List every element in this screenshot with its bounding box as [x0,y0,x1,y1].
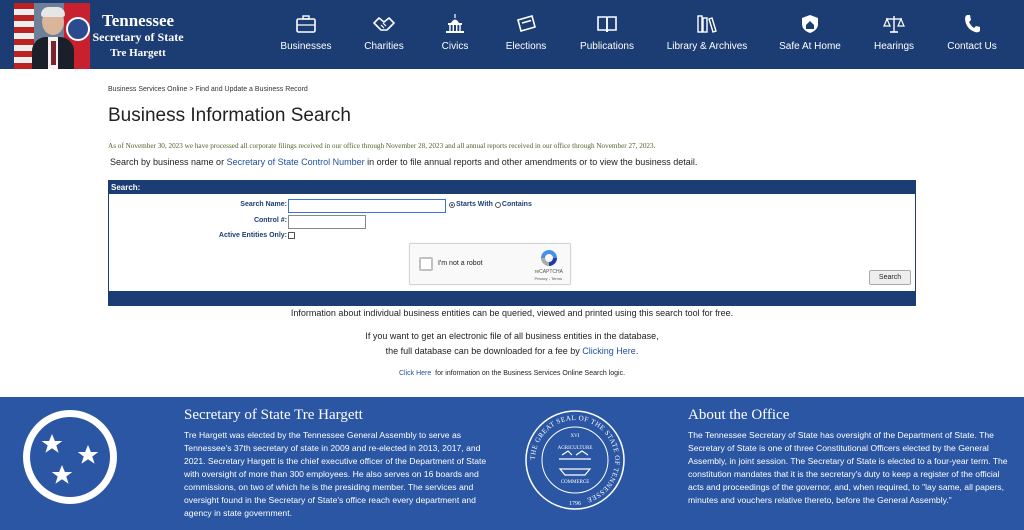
phone-icon [961,14,983,34]
recaptcha-label: I'm not a robot [438,260,483,267]
seal-agriculture: AGRICULTURE [557,446,593,451]
briefcase-icon [295,14,317,34]
database-download-text: the full database can be downloaded for a fee by [385,346,583,356]
intro-text-start: Search by business name or [110,157,227,167]
search-logic-text: for information on the Business Services Online Search logic. [431,370,626,377]
nav-label: Publications [580,41,634,52]
search-panel-header: Search: [109,181,915,194]
nav-label: Library & Archives [666,41,748,52]
recaptcha-terms-link[interactable]: Privacy - Terms [534,276,562,281]
database-download-link[interactable]: Clicking Here [582,346,636,356]
nav-publications[interactable] [578,14,636,52]
recaptcha-logo-icon [540,249,558,267]
nav-label: Hearings [873,41,915,52]
seal-commerce: COMMERCE [560,480,590,485]
secretary-bio-text: Tre Hargett was elected by the Tennessee General Assembly to serve as Tennessee's 37th secretary of state in 2009 and re-elected in 2013, 2017, and 2021. Secretary Hargett is the chief executive officer of the Department of State with oversight of more than 300 employees. He also serves on 16 boards and commissions, on two of which he is the presiding member. The services and oversight found in the Secretary of State's office reach every department and agency in state government. [184,430,487,518]
recaptcha-widget [409,243,571,285]
control-number-input[interactable] [288,215,366,229]
nav-library-archives[interactable] [664,14,750,52]
tennessee-tristar-logo-icon [20,407,120,507]
database-info-line: If you want to get an electronic file of all business entities in the database, [365,331,659,341]
search-panel [108,180,916,306]
brand-state: Tennessee [101,11,175,30]
seal-ring-text: THE GREAT SEAL OF THE STATE OF TENNESSEE [528,413,622,505]
active-entities-label: Active Entities Only: [218,232,287,239]
free-search-info: Information about individual business entities can be queried, viewed and printed using this search tool for free. [290,308,734,318]
contains-radio[interactable] [495,202,501,208]
nav-hearings[interactable] [870,14,918,52]
ballot-icon [515,14,537,34]
secretary-bio-title: Secretary of State Tre Hargett [184,407,363,423]
control-number-label: Control #: [253,217,287,224]
about-office [688,407,1014,507]
page-title: Business Information Search [108,105,351,126]
nav-label: Civics [441,41,469,52]
scales-icon [883,14,905,34]
nav-civics[interactable] [436,14,474,52]
seal-year: 1796 [569,501,581,507]
nav-contact-us[interactable] [944,14,1000,52]
control-number-link[interactable]: Secretary of State Control Number [226,157,365,167]
nav-elections[interactable] [502,14,550,52]
site-header [0,0,1024,69]
database-download-period: . [635,346,639,356]
secretary-bio [184,407,502,520]
capitol-icon [444,14,466,34]
site-brand[interactable] [92,12,184,62]
site-footer [0,397,1024,530]
about-office-text: The Tennessee Secretary of State has oversight of the Department of State. The Secretary of State is one of three Constitutional Officers elected by the General Assembly, in joint session. The Secretary of State is elected to a four-year term. The constitution mandates that it is the secretary's duty to keep a register of the official acts and proceedings of the governor, and, when required, to "lay same, all papers, minutes and vouchers relative thereto, before the General Assembly." [688,430,1008,505]
nav-label: Elections [505,41,547,52]
library-books-icon [696,14,718,34]
nav-label: Charities [364,41,404,52]
brand-office: Secretary of State [92,30,184,44]
contains-label: Contains [501,201,532,208]
active-entities-checkbox[interactable] [288,232,295,239]
processing-notice: As of November 30, 2023 we have processed all corporate filings received in our office through November 28, 2023 and all annual reports received in our office through November 27, 2023. [108,142,656,150]
nav-label: Businesses [280,41,332,52]
handshake-icon [373,14,395,34]
brand-name: Tre Hargett [110,47,166,59]
intro-text [110,157,697,167]
database-download-line [0,346,1024,356]
breadcrumb: Business Services Online > Find and Update a Business Record [108,86,308,93]
search-logic-line [0,370,1024,377]
nav-label: Safe At Home [779,41,841,52]
nav-businesses[interactable] [279,14,333,52]
recaptcha-checkbox[interactable] [419,257,433,271]
starts-with-label: Starts With [456,201,493,208]
great-seal-icon [524,409,626,511]
nav-charities[interactable] [360,14,408,52]
shield-home-icon [799,14,821,34]
recaptcha-brand: reCAPTCHA [534,269,563,275]
seal-roman: XVI [570,434,580,439]
search-panel-footer [109,291,915,305]
nav-safe-at-home[interactable] [778,14,842,52]
intro-text-end: in order to file annual reports and other amendments or to view the business detail. [364,157,698,167]
about-office-title: About the Office [688,407,790,423]
search-name-label: Search Name: [240,201,287,208]
match-type-options [449,201,532,208]
search-button[interactable]: Search [869,270,911,285]
search-logic-link[interactable]: Click Here [398,370,432,377]
search-name-input[interactable] [288,199,446,213]
starts-with-radio[interactable] [449,202,455,208]
nav-label: Contact Us [947,41,997,52]
secretary-portrait [14,3,90,69]
book-icon [596,14,618,34]
